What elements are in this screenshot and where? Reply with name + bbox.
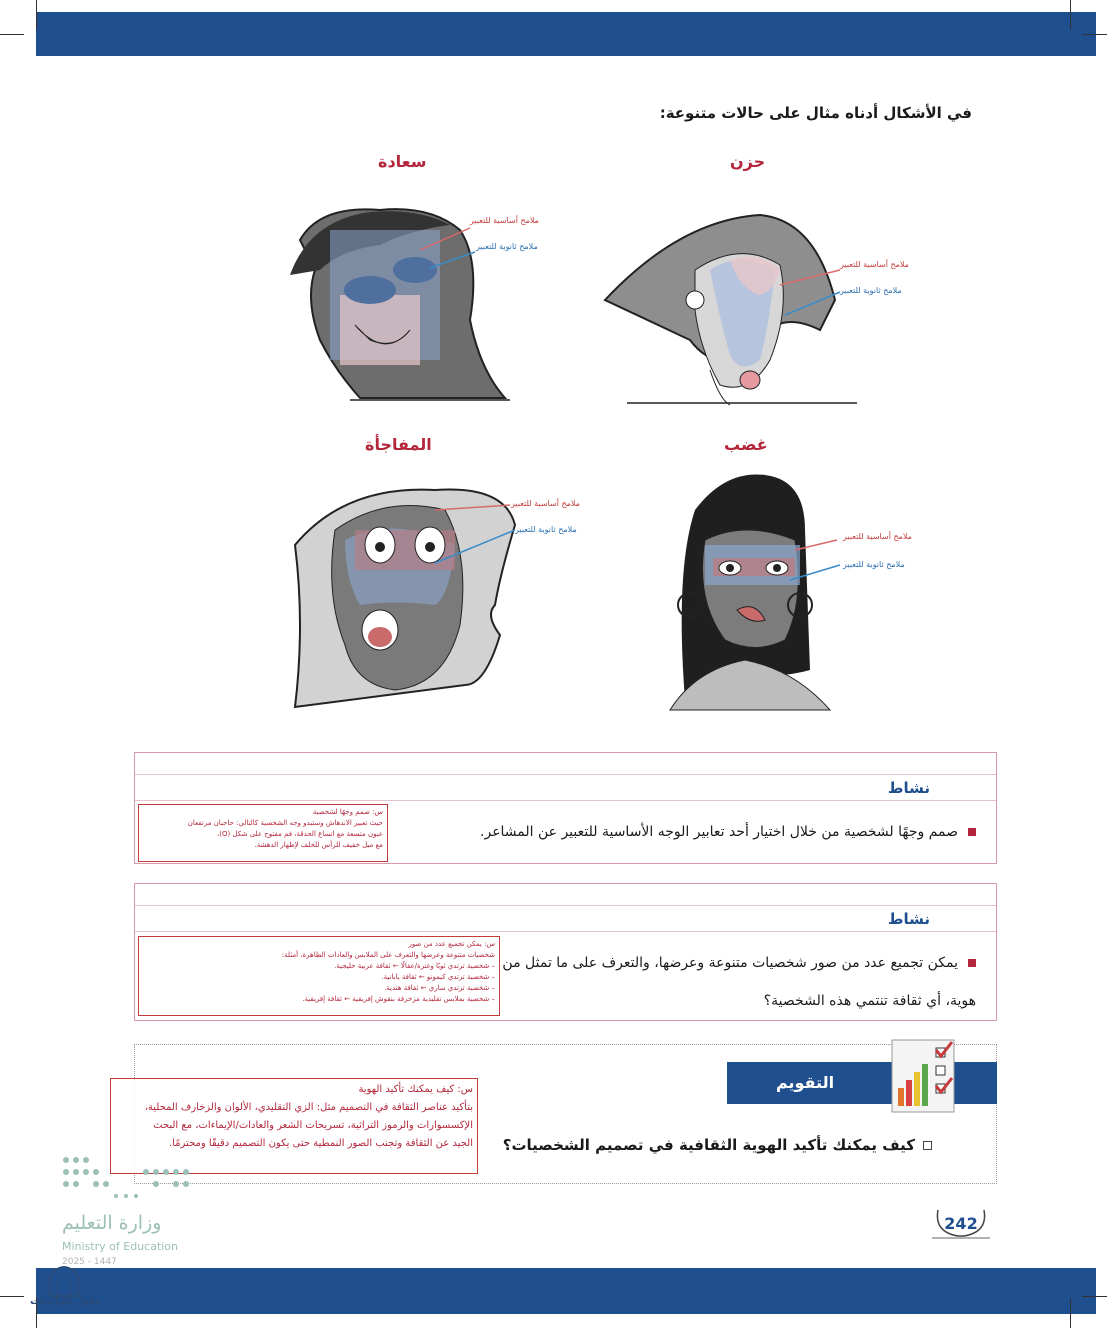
bottom-footer-band — [36, 1268, 1096, 1314]
handwritten-answer-3: س: كيف يمكنك تأكيد الهوية بتأكيد عناصر الثقافة في التصميم مثل: الزي التقليدي، الألوان والزخارف المحلية، الإكسسوارات والرموز التراثية، تسريحات الشعر والعادات/الإيماءات، مع البحث الجيد عن الثقافة وتجنب الصور النمطية حتى يكون التصميم دقيقًا ومحترمًا. — [110, 1078, 478, 1174]
sadness-face-illustration — [600, 210, 930, 410]
figure-anger — [665, 470, 965, 715]
intro-text: في الأشكال أدناه مثال على حالات متنوعة: — [659, 104, 972, 122]
activity-header-strip — [135, 753, 996, 775]
bullet-icon — [968, 828, 976, 836]
ministry-year: 2025 - 1447 — [62, 1257, 117, 1267]
caption-sadness: حزن — [730, 152, 766, 171]
page-number: 242 — [944, 1214, 978, 1233]
figure-surprise — [285, 485, 605, 710]
checklist-chart-icon — [888, 1036, 960, 1116]
top-header-band — [36, 12, 1096, 56]
watermark-lamp-icon — [44, 1256, 84, 1300]
annotation-secondary: ملامح ثانوية للتعبير — [476, 242, 538, 251]
activity-title: نشاط — [135, 906, 996, 932]
crop-mark — [1082, 34, 1107, 35]
annotation-secondary: ملامح ثانوية للتعبير — [843, 560, 905, 569]
annotation-secondary: ملامح ثانوية للتعبير — [840, 286, 902, 295]
annotation-primary: ملامح أساسية للتعبير — [840, 260, 909, 269]
figure-happiness — [280, 200, 570, 410]
watermark-text: حلول الواجبات — [30, 1296, 102, 1307]
caption-happiness: سعادة — [378, 152, 427, 171]
crop-mark — [1070, 0, 1071, 30]
evaluation-question — [503, 1136, 932, 1154]
ministry-logo-dots — [62, 1156, 202, 1202]
crop-mark — [1082, 1296, 1107, 1297]
caption-surprise: المفاجأة — [365, 435, 432, 454]
anger-face-illustration — [665, 470, 965, 715]
bullet-icon — [968, 959, 976, 967]
activity-text: صمم وجهًا لشخصية من خلال اختيار أحد تعابير الوجه الأساسية للتعبير عن المشاعر. — [480, 824, 958, 840]
happiness-face-illustration — [280, 200, 570, 410]
evaluation-question-text: كيف يمكنك تأكيد الهوية الثقافية في تصميم الشخصيات؟ — [502, 1136, 915, 1154]
crop-mark — [0, 34, 24, 35]
surprise-face-illustration — [285, 485, 605, 710]
annotation-primary: ملامح أساسية للتعبير — [843, 532, 912, 541]
ministry-name-english: Ministry of Education — [62, 1240, 179, 1253]
activity-text: يمكن تجميع عدد من صور شخصيات متنوعة وعرضها، والتعرف على ما تمثل من هوية، أي ثقافة تنتمي هذه الشخصية؟ — [502, 955, 976, 1009]
ministry-name-arabic: وزارة التعليم — [62, 1212, 162, 1234]
annotation-secondary: ملامح ثانوية للتعبير — [515, 525, 577, 534]
handwritten-answer-2: س: يمكن تجميع عدد من صور شخصيات متنوعة وعرضها والتعرف على الملابس والعادات الظاهرة، أمثلة: – شخصية ترتدي ثوبًا وغترة/عقالًا ← ثقافة عربية خليجية. – شخصية ترتدي كيمونو ← ثقافة يابانية. – شخصية ترتدي ساري ← ثقافة هندية. – شخصية بملابس تقليدية مزخرفة بنقوش إفريقية ← ثقافة إفريقية. — [138, 936, 500, 1016]
checkbox-icon — [923, 1141, 932, 1150]
crop-mark — [36, 0, 37, 30]
crop-mark — [1070, 1298, 1071, 1328]
annotation-primary: ملامح أساسية للتعبير — [511, 499, 580, 508]
crop-mark — [0, 1296, 24, 1297]
evaluation-title: التقويم — [775, 1073, 835, 1092]
annotation-primary: ملامح أساسية للتعبير — [470, 216, 539, 225]
handwritten-answer-1: س: صمم وجهًا لشخصية حيث تعبير الاندهاش وستبدو وجه الشخصية كالتالي: حاجبان مرتفعان عيون متسعة مع اتساع الحدقة، فم مفتوح على شكل (O)، مع ميل خفيف للرأس للخلف لإظهار الدهشة. — [138, 804, 388, 862]
activity-title: نشاط — [135, 775, 996, 801]
figure-sadness — [600, 210, 930, 410]
caption-anger: غضب — [724, 435, 768, 454]
activity-header-strip — [135, 884, 996, 906]
